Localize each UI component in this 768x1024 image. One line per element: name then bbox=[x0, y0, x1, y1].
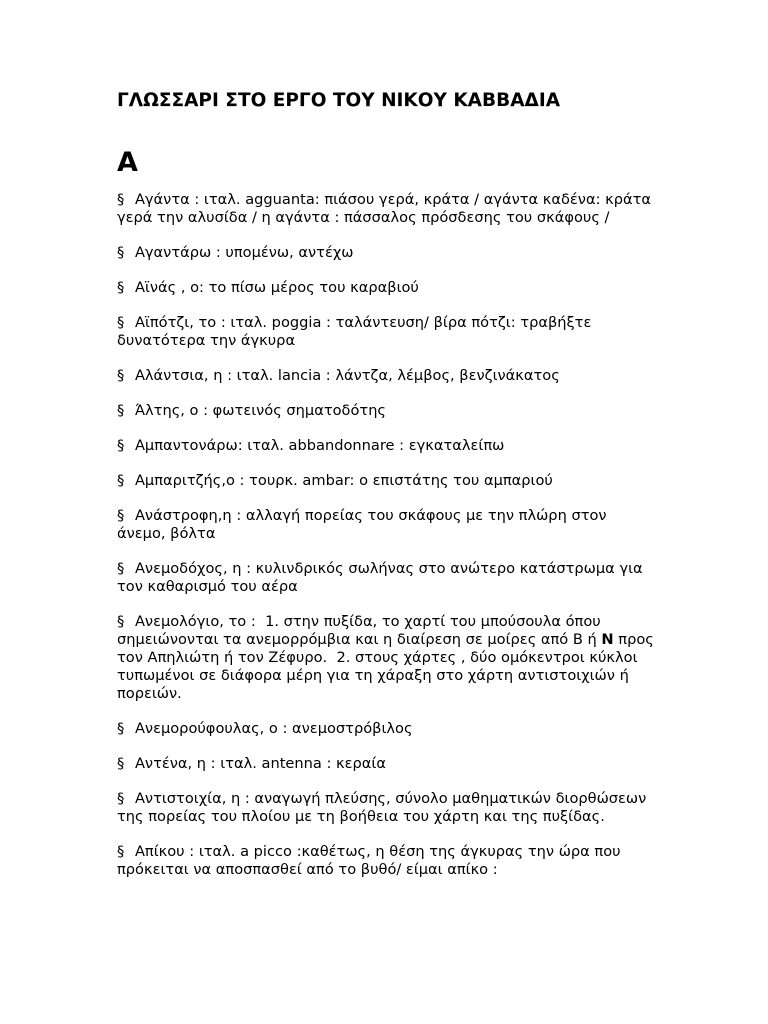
entry-text: Αγάντα : ιταλ. agguanta: πιάσου γερά, κράτα / αγάντα καδένα: κράτα γερά την αλυσίδα / η αγάντα : πάσσαλος πρόσδεσης του σκάφους / bbox=[117, 191, 656, 226]
entry-text: Αμπαριτζής,ο : τουρκ. ambar: ο επιστάτης του αμπαριού bbox=[134, 472, 553, 489]
entry-text: Αμπαντονάρω: ιταλ. abbandonnare : εγκαταλείπω bbox=[134, 437, 505, 454]
entry-text: Απίκου : ιταλ. a picco :καθέτως, η θέση της άγκυρας την ώρα που πρόκειται να αποσπασθεί από το βυθό/ είμαι απίκο : bbox=[117, 843, 626, 878]
section-mark-icon: § bbox=[117, 613, 125, 630]
glossary-entry bbox=[117, 402, 657, 420]
section-mark-icon: § bbox=[117, 755, 125, 772]
section-mark-icon: § bbox=[117, 507, 125, 524]
glossary-entry bbox=[117, 790, 657, 826]
glossary-entry bbox=[117, 843, 657, 879]
entry-text: Ανάστροφη,η : αλλαγή πορείας του σκάφους με την πλώρη στον άνεμο, βόλτα bbox=[117, 507, 612, 542]
entry-text: Άλτης, ο : φωτεινός σηματοδότης bbox=[134, 402, 387, 419]
glossary-entry bbox=[117, 507, 657, 543]
section-mark-icon: § bbox=[117, 472, 125, 489]
section-mark-icon: § bbox=[117, 560, 125, 577]
glossary-entry bbox=[117, 279, 657, 297]
glossary-entry bbox=[117, 314, 657, 350]
entry-text: Αϊνάς , ο: το πίσω μέρος του καραβιού bbox=[134, 279, 419, 296]
section-mark-icon: § bbox=[117, 244, 125, 261]
section-mark-icon: § bbox=[117, 437, 125, 454]
entry-text: Αντιστοιχία, η : αναγωγή πλεύσης, σύνολο μαθηματικών διορθώσεων της πορείας του πλοίου με τη βοήθεια του χάρτη και της πυξίδας. bbox=[117, 790, 651, 825]
glossary-entry bbox=[117, 191, 657, 227]
section-mark-icon: § bbox=[117, 790, 125, 807]
section-mark-icon: § bbox=[117, 843, 125, 860]
section-letter: Α bbox=[117, 147, 138, 178]
glossary-entry bbox=[117, 367, 657, 385]
entry-text: Αντένα, η : ιταλ. antenna : κεραία bbox=[134, 755, 386, 772]
glossary-entry bbox=[117, 244, 657, 262]
glossary-entry bbox=[117, 755, 657, 773]
glossary-entry bbox=[117, 472, 657, 490]
entry-text-before: Ανεμολόγιο, το : 1. στην πυξίδα, το χαρτί του μπούσουλα όπου σημειώνονται τα ανεμορρόμβια και η διαίρεση σε μοίρες από Β ή bbox=[117, 613, 606, 648]
section-mark-icon: § bbox=[117, 367, 125, 384]
section-mark-icon: § bbox=[117, 314, 125, 331]
document-title: ΓΛΩΣΣΑΡΙ ΣΤΟ ΕΡΓΟ ΤΟΥ ΝΙΚΟΥ ΚΑΒΒΑΔΙΑ bbox=[117, 90, 561, 111]
entry-text: Αλάντσια, η : ιταλ. lancia : λάντζα, λέμβος, βενζινάκατος bbox=[134, 367, 560, 384]
entry-text: Ανεμοδόχος, η : κυλινδρικός σωλήνας στο ανώτερο κατάστρωμα για τον καθαρισμό του αέρα bbox=[117, 560, 648, 595]
section-mark-icon: § bbox=[117, 402, 125, 419]
entry-text-bold: Ν bbox=[601, 631, 614, 648]
section-mark-icon: § bbox=[117, 191, 125, 208]
glossary-entry bbox=[117, 613, 657, 703]
entry-text: Ανεμορούφουλας, ο : ανεμοστρόβιλος bbox=[134, 720, 413, 737]
section-mark-icon: § bbox=[117, 279, 125, 296]
entry-text: Αϊπότζι, το : ιταλ. poggia : ταλάντευση/ βίρα πότζι: τραβήξτε δυνατότερα την άγκυρα bbox=[117, 314, 596, 349]
glossary-entry bbox=[117, 560, 657, 596]
entry-text-after: προς τον Απηλιώτη ή τον Ζέφυρο. 2. στους χάρτες , δύο ομόκεντροι κύκλοι τυπωμένοι σε διάφορα μέρη για τη χάραξη στο χάρτη αντιστοιχιών ή πορειών. bbox=[117, 631, 659, 702]
glossary-entry bbox=[117, 720, 657, 738]
section-mark-icon: § bbox=[117, 720, 125, 737]
entry-text: Αγαντάρω : υπομένω, αντέχω bbox=[134, 244, 354, 261]
glossary-entry bbox=[117, 437, 657, 455]
glossary-entries bbox=[117, 191, 657, 896]
document-page bbox=[117, 88, 659, 878]
